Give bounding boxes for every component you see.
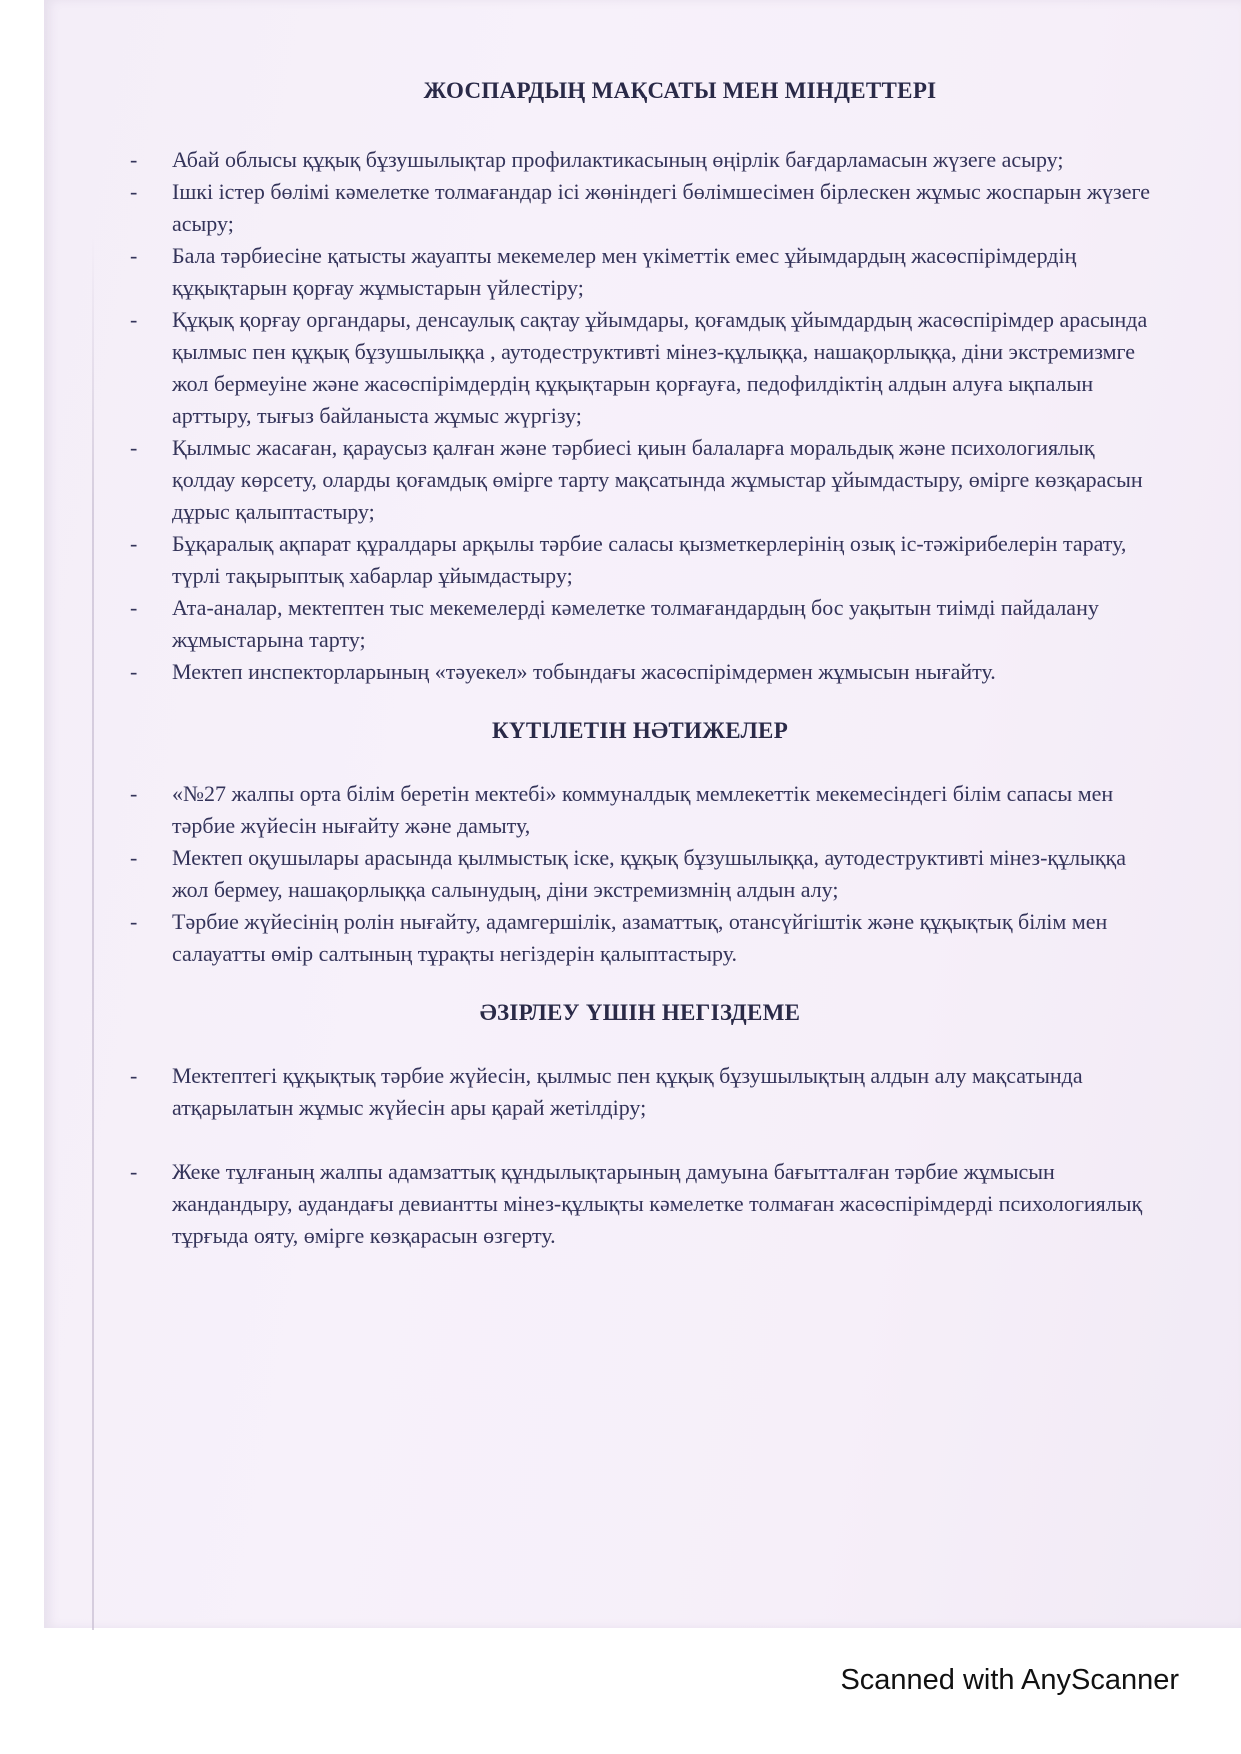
goals-list xyxy=(130,144,1150,688)
section-title-rationale: ӘЗІРЛЕУ ҮШІН НЕГІЗДЕМЕ xyxy=(479,1000,801,1025)
list-item-text: Құқық қорғау органдары, денсаулық сақтау ұйымдары, қоғамдық ұйымдардың жасөспірімдер арасында қылмыс пен құқық бұзушылыққа , аутодеструктивті мінез-құлыққа, нашақорлыққа, діни экстремизмге жол бермеуіне және жасөспірімдердің құқықтарын қорғауға, педофилдіктің алдын алуға ықпалын арттыру, тығыз байланыста жұмыс жүргізу; xyxy=(172,307,1148,428)
list-item xyxy=(130,432,1150,528)
section-title-goals: ЖОСПАРДЫҢ МАҚСАТЫ МЕН МІНДЕТТЕРІ xyxy=(423,78,937,103)
document-body xyxy=(130,78,1150,1252)
list-item-text: Мектептегі құқықтық тәрбие жүйесін, қылмыс пен құқық бұзушылықтың алдын алу мақсатында атқарылатын жұмыс жүйесін ары қарай жетілдіру; xyxy=(172,1063,1083,1120)
list-item-text: Мектеп инспекторларының «тәуекел» тобындағы жасөспірімдермен жұмысын нығайту. xyxy=(172,659,996,684)
bullet-dash: - xyxy=(130,435,138,460)
list-item xyxy=(130,304,1150,432)
list-item xyxy=(130,1156,1150,1252)
page-fold-line xyxy=(92,230,94,1630)
list-item-text: Бала тәрбиесіне қатысты жауапты мекемелер мен үкіметтік емес ұйымдардың жасөспірімдердің құқықтарын қорғау жұмыстарын үйлестіру; xyxy=(172,243,1077,300)
list-item xyxy=(130,528,1150,592)
bullet-dash: - xyxy=(130,243,138,268)
list-item-text: «№27 жалпы орта білім беретін мектебі» коммуналдық мемлекеттік мекемесіндегі білім сапасы мен тәрбие жүйесін нығайту және дамыту, xyxy=(172,781,1114,838)
bullet-dash: - xyxy=(130,307,138,332)
bullet-dash: - xyxy=(130,659,138,684)
bullet-dash: - xyxy=(130,531,138,556)
results-list xyxy=(130,778,1150,970)
bullet-dash: - xyxy=(130,1159,138,1184)
list-item-text: Мектеп оқушылары арасында қылмыстық іске, құқық бұзушылыққа, аутодеструктивті мінез-құлыққа жол бермеу, нашақорлыққа салынудың, діни экстремизмнің алдын алу; xyxy=(172,845,1127,902)
list-item-text: Бұқаралық ақпарат құралдары арқылы тәрбие саласы қызметкерлерінің озық іс-тәжірибелерін тарату, түрлі тақырыптық хабарлар ұйымдастыру; xyxy=(172,531,1127,588)
bullet-dash: - xyxy=(130,147,138,172)
list-item-text: Жеке тұлғаның жалпы адамзаттық құндылықтарының дамуына бағытталған тәрбие жұмысын жандандыру, аудандағы девиантты мінез-құлықты кәмелетке толмаған жасөспірімдерді психологиялық тұрғыда ояту, өмірге көзқарасын өзгерту. xyxy=(172,1159,1143,1248)
bullet-dash: - xyxy=(130,845,138,870)
list-item-text: Ішкі істер бөлімі кәмелетке толмағандар ісі жөніндегі бөлімшесімен бірлескен жұмыс жоспарын жүзеге асыру; xyxy=(172,179,1150,236)
bullet-dash: - xyxy=(130,781,138,806)
rationale-list xyxy=(130,1060,1150,1252)
section-title-expected-results: КҮТІЛЕТІН НӘТИЖЕЛЕР xyxy=(491,718,789,743)
list-item xyxy=(130,906,1150,970)
bullet-dash: - xyxy=(130,1063,138,1088)
list-item xyxy=(130,778,1150,842)
list-item xyxy=(130,656,1150,688)
list-item-text: Тәрбие жүйесінің ролін нығайту, адамгершілік, азаматтық, отансүйгіштік және құқықтық білім мен салауатты өмір салтының тұрақты негіздерін қалыптастыру. xyxy=(172,909,1108,966)
scanner-watermark: Scanned with AnyScanner xyxy=(840,1664,1179,1696)
list-item xyxy=(130,1060,1150,1124)
list-item xyxy=(130,144,1150,176)
list-item-text: Ата-аналар, мектептен тыс мекемелерді кәмелетке толмағандардың бос уақытын тиімді пайдалану жұмыстарына тарту; xyxy=(172,595,1099,652)
list-item-text: Қылмыс жасаған, қараусыз қалған және тәрбиесі қиын балаларға моральдық және психологиялық қолдау көрсету, оларды қоғамдық өмірге тарту мақсатында жұмыстар ұйымдастыру, өмірге көзқарасын дұрыс қалыптастыру; xyxy=(172,435,1143,524)
bullet-dash: - xyxy=(130,179,138,204)
bullet-dash: - xyxy=(130,909,138,934)
list-item xyxy=(130,592,1150,656)
list-item xyxy=(130,176,1150,240)
list-item-text: Абай облысы құқық бұзушылықтар профилактикасының өңірлік бағдарламасын жүзеге асыру; xyxy=(172,147,1064,172)
section-rationale xyxy=(130,1000,1150,1252)
list-item xyxy=(130,842,1150,906)
bullet-dash: - xyxy=(130,595,138,620)
section-expected-results xyxy=(130,718,1150,970)
section-goals xyxy=(130,78,1150,688)
list-item xyxy=(130,240,1150,304)
